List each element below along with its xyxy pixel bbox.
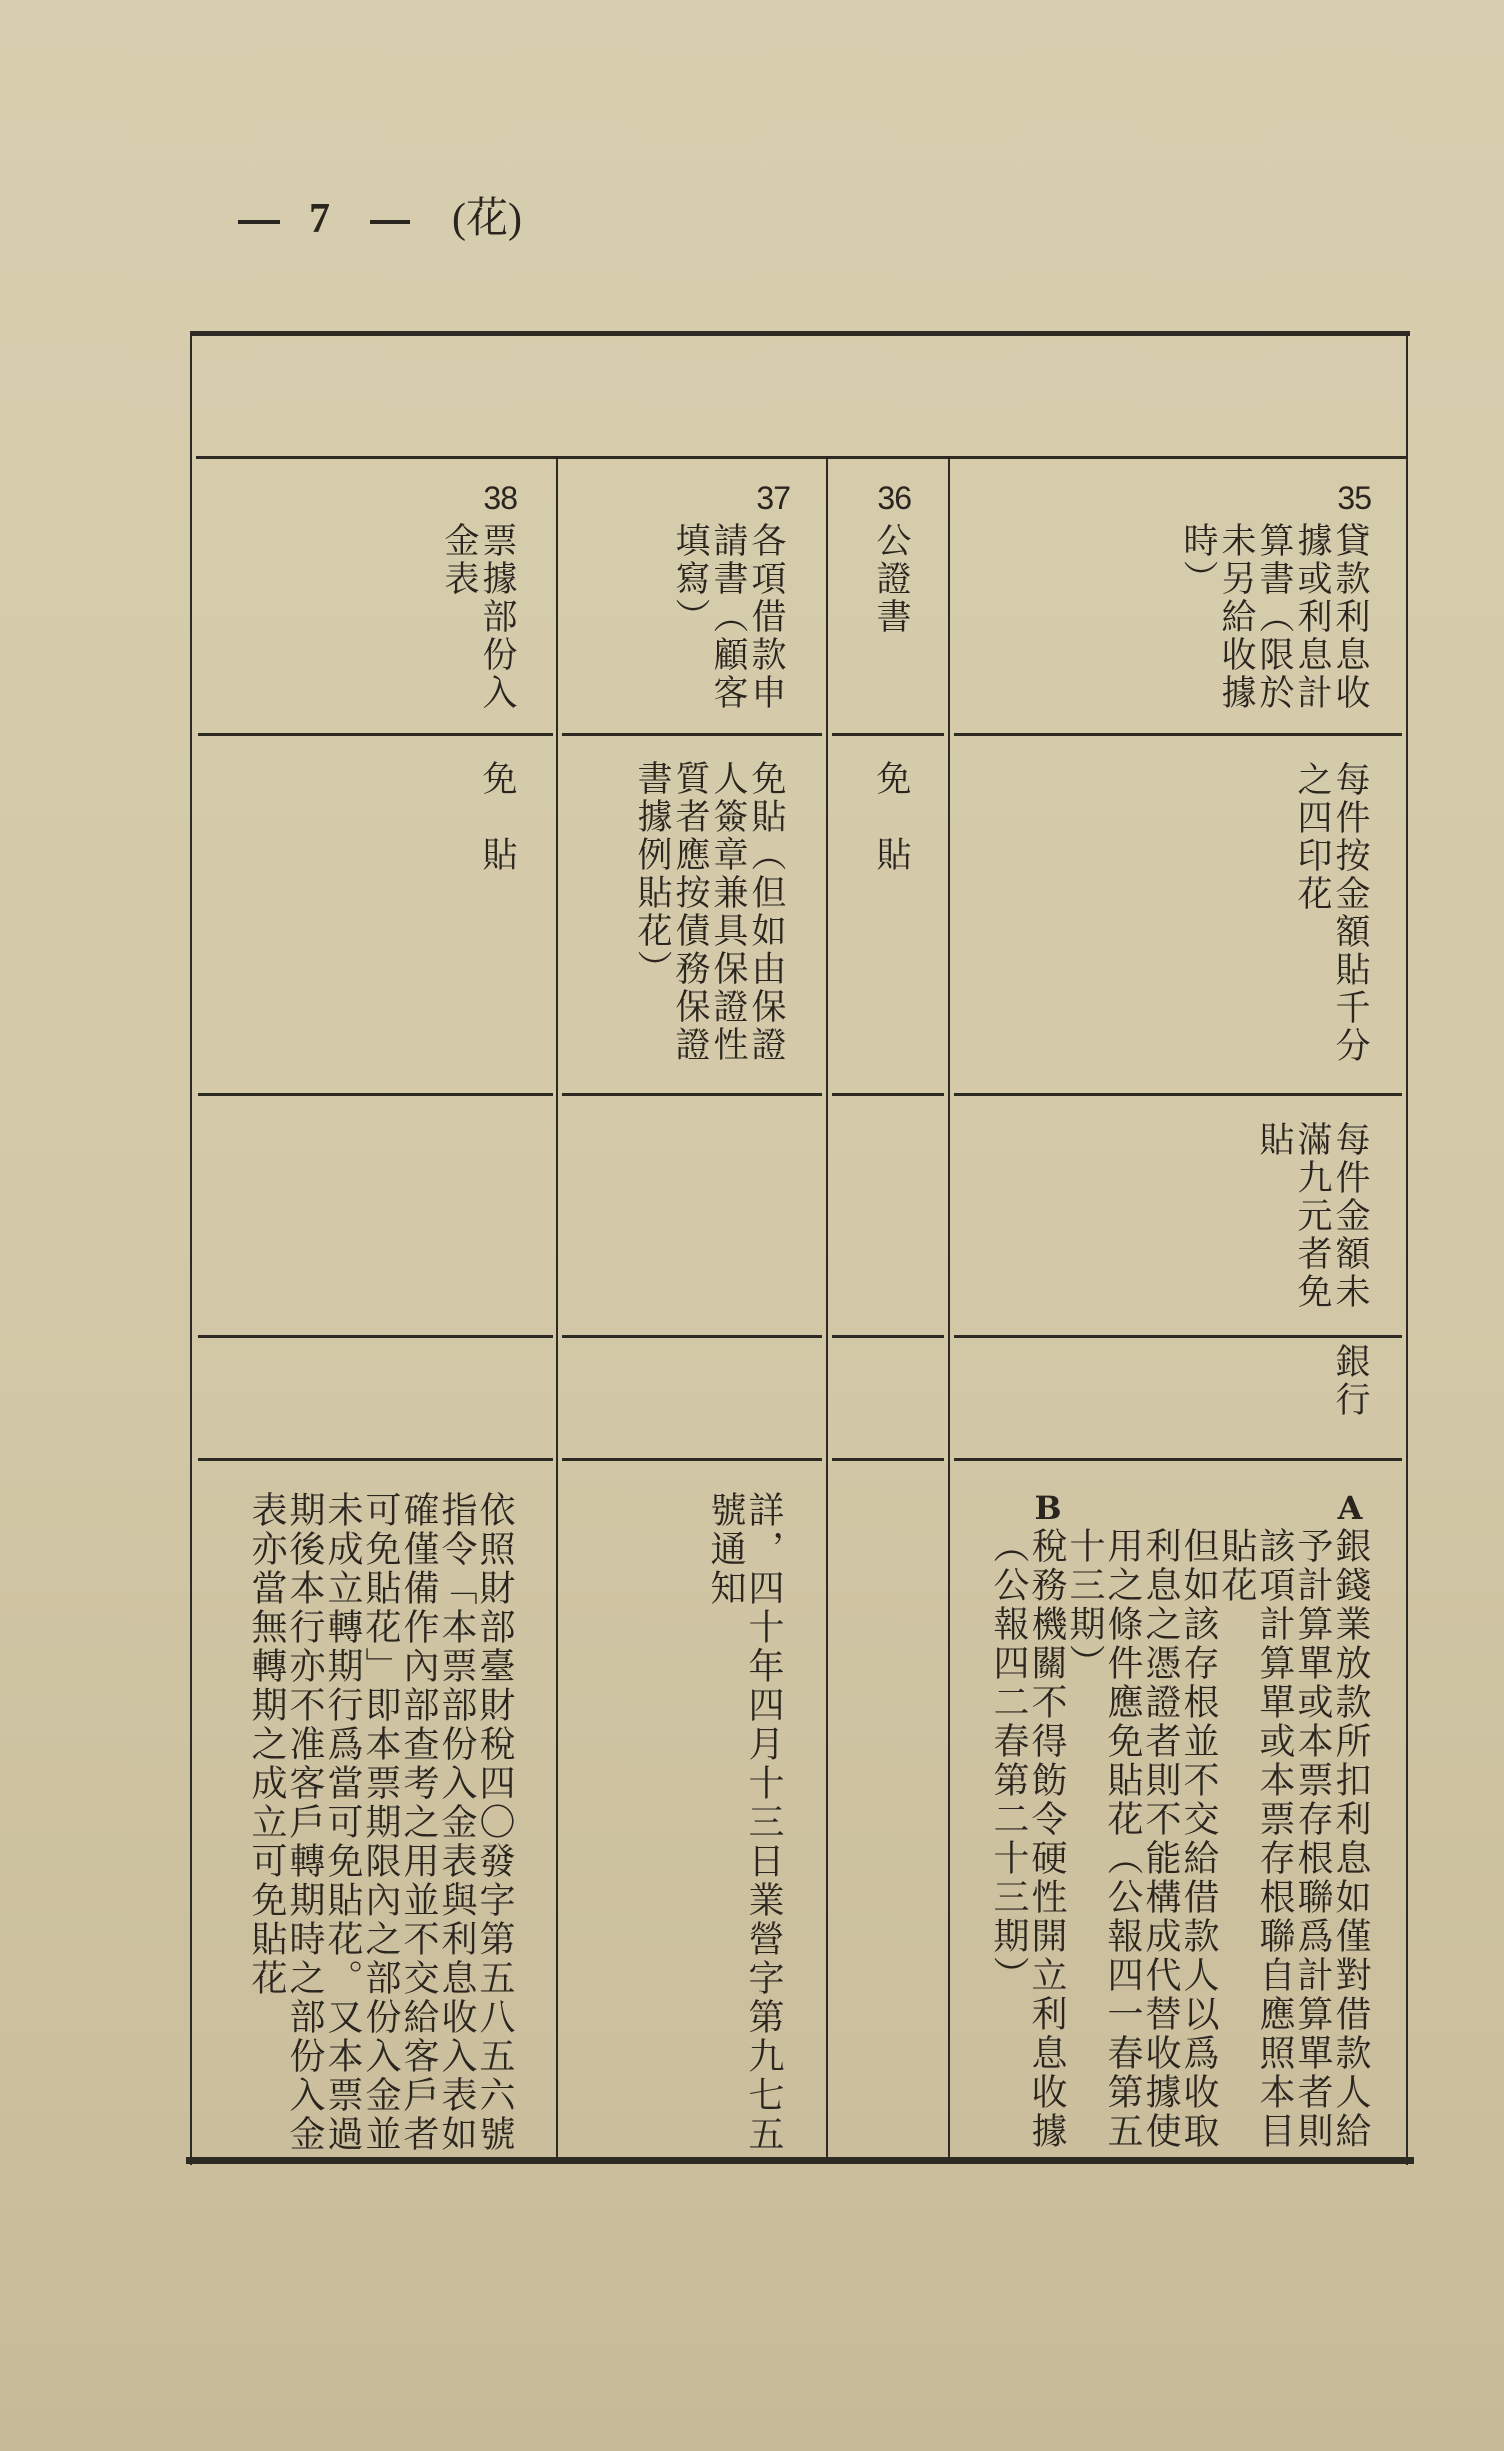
document-name: 公證書 [871,522,911,636]
note-paragraph: 詳，四十年四月十三日業營字第九七五號通知 [705,1491,784,2154]
column-divider [556,458,558,2160]
tax-rate: 每件按金額貼千分之四印花 [1292,761,1370,1065]
row-divider [562,733,822,736]
row-divider [562,1335,822,1338]
note-paragraph: 依照財部臺財稅四〇發字第五八五六號指令「本票部份入金表與利息收入表如確僅備作內部查考之用並不交給客戶者可免貼花」即本票期限內之部份入金並未成立轉期行爲當可免貼花。又本票過期後本行亦不准客戶轉期時之部份入金表亦當無轉期之成立可免貼花 [246,1491,515,2154]
row-divider [198,733,553,736]
row-divider [954,1093,1402,1096]
tax-rate: 免 貼 [871,760,911,874]
tax-rate: 免貼（但如由保證人簽章兼具保證性質者應按債務保證書據例貼花） [632,760,786,1064]
document-name: 票據部份入金表 [439,522,517,712]
row-divider [198,1458,553,1461]
table-top-border [190,331,1410,336]
item-number: 37 [756,480,790,516]
taxpayer: 銀行 [1330,1343,1370,1419]
tax-rate: 免 貼 [477,760,517,874]
note-b-paragraph: 稅務機關不得飭令硬性開立利息收據（公報四二春第二十三期） [988,1527,1067,2151]
note-label-a: A [1337,1489,1363,1527]
row-divider [954,1335,1402,1338]
dash-right [370,220,410,224]
item-number: 36 [877,480,911,516]
row-divider [954,1458,1402,1461]
item-number: 35 [1337,480,1371,516]
table-bottom-border [186,2157,1414,2164]
document-name: 貸款利息收據或利息計算書（限於未另給收據時） [1178,522,1370,712]
row-divider [198,1093,553,1096]
note-label-b: B [1034,1489,1062,1527]
section-label: (花) [452,196,522,242]
page-number: 7 [309,196,330,242]
exemption: 每件金額未滿九元者免貼 [1254,1121,1370,1311]
row-divider [832,1458,944,1461]
row-divider [832,733,944,736]
row-divider [198,1335,553,1338]
note-a-paragraph: 銀錢業放款所扣利息如僅對借款人給予計算單或本票存根聯爲計算單者則該項計算單或本票存根聯自應照本目貼花 [1216,1527,1371,2151]
table-left-border [190,331,192,2165]
item-number: 38 [483,480,517,516]
column-divider [948,458,950,2160]
dash-left [238,220,280,224]
row-divider [832,1335,944,1338]
note-a-paragraph: 但如該存根並不交給借款人以爲收取利息之憑證者則不能構成代替收據使用之條件應免貼花（公報四一春第五十三期） [1064,1527,1219,2151]
row-divider [954,733,1402,736]
row-divider [832,1093,944,1096]
table-right-border [1406,331,1408,2165]
document-name: 各項借款申請書（顧客填寫） [670,522,786,712]
column-divider [826,458,828,2160]
header-row-divider [196,456,1406,459]
row-divider [562,1458,822,1461]
row-divider [562,1093,822,1096]
